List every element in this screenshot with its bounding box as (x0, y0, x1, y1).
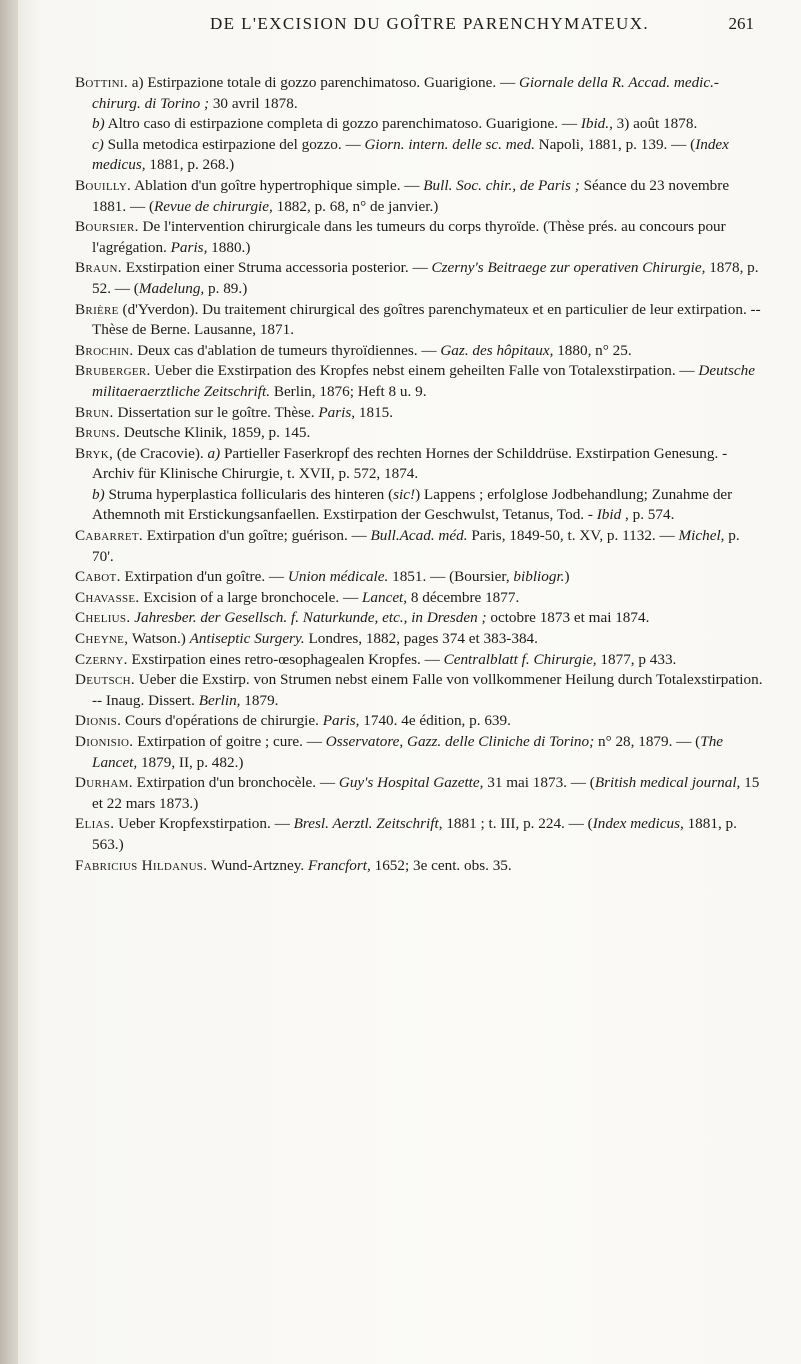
bibliography-entry (75, 732, 765, 773)
citation-text: 1880, n° 25. (553, 341, 632, 359)
citation-text: 1878, p. 52. — ( (92, 259, 759, 297)
entry-author: Chavasse. (75, 588, 140, 606)
citation-italic-text: Bull.Acad. méd. (370, 527, 468, 545)
citation-text: Ueber Kropfexstirpation. — (114, 815, 294, 833)
citation-text: Wund-Artzney. (207, 856, 308, 874)
citation-text: Partieller Faserkropf des rechten Hornes der Schilddrüse. Exstirpation Genesung. - Archiv für Klinische Chirurgie, t. XVII, p. 572, 1874. (92, 444, 728, 483)
citation-text: 1881, p. 268.) (145, 156, 235, 174)
citation-italic-text: Union médicale. (287, 568, 389, 586)
citation-italic-text: b) (92, 115, 105, 133)
citation-text: Extirpation d'un goître. — (120, 568, 288, 586)
citation-text: Excision of a large bronchocele. — (139, 588, 362, 606)
citation-text: 1740. 4e édition, p. 639. (359, 712, 511, 730)
bibliography-entry (75, 341, 765, 362)
citation-text: 1881 ; t. III, p. 224. — ( (442, 815, 593, 833)
citation-italic-text: Osservatore, Gazz. delle Cliniche di Torino; (325, 733, 595, 750)
bibliography-entry (75, 403, 765, 424)
citation-italic-text: b) (92, 485, 105, 503)
page-number: 261 (728, 14, 754, 33)
entry-author: Fabricius Hildanus. (75, 856, 208, 874)
citation-text: 1880.) (207, 238, 251, 256)
citation-italic-text: Giorn. intern. delle sc. med. (364, 135, 535, 153)
citation-text: Cours d'opérations de chirurgie. (121, 712, 323, 730)
entry-author: Bouilly. (75, 176, 132, 194)
bibliography-entry (75, 670, 765, 711)
bibliography-entry (75, 650, 765, 671)
bibliography-entry (75, 526, 765, 567)
citation-text: a) Estirpazione totale di gozzo parenchimatoso. Guarigione. — (127, 74, 519, 91)
citation-text: Berlin, 1876; Heft 8 u. 9. (270, 382, 427, 400)
citation-italic-text: Czerny's Beitraege zur operativen Chirurgie, (431, 259, 706, 277)
citation-italic-text: Lancet, (361, 588, 408, 606)
citation-text: Paris, 1849-50, t. XV, p. 1132. — (467, 527, 679, 545)
citation-text: 30 avril 1878. (209, 94, 298, 112)
citation-text: 3) août 1878. (612, 115, 698, 133)
citation-text: Ablation d'un goître hypertrophique simple. — (131, 176, 424, 194)
citation-text: Extirpation d'un goître; guérison. — (142, 527, 371, 545)
citation-text: 1877, p 433. (596, 650, 677, 668)
entry-author: Bryk, (75, 444, 114, 462)
citation-italic-text: Bresl. Aerztl. Zeitschrift, (293, 815, 443, 833)
running-title: DE L'EXCISION DU GOÎTRE PARENCHYMATEUX. (210, 14, 650, 33)
citation-text: Londres, 1882, pages 374 et 383-384. (304, 630, 538, 648)
bibliography-entry (75, 258, 765, 299)
citation-text: Exstirpation eines retro-œsophagealen Kropfes. — (127, 650, 444, 668)
citation-text: (d'Yverdon). Du traitement chirurgical des goîtres parenchymateux et en particulier de leur extirpation. -- Thèse de Berne. Lausanne, 1871. (92, 300, 761, 339)
citation-italic-text: sic! (393, 485, 416, 503)
citation-italic-text: Index medicus, (92, 135, 729, 174)
citation-italic-text: Ibid (596, 506, 622, 524)
citation-italic-text: Madelung, (138, 279, 205, 297)
citation-italic-text: Ibid., (580, 115, 613, 133)
citation-text: Exstirpation einer Struma accessoria posterior. — (121, 259, 432, 277)
entry-author: Czerny. (75, 650, 128, 668)
citation-text: 1815. (355, 403, 394, 421)
citation-text: p. 70'. (92, 527, 740, 565)
entry-author: Durham. (75, 774, 133, 792)
citation-text: 8 décembre 1877. (407, 588, 520, 606)
citation-text: octobre 1873 et mai 1874. (486, 609, 650, 627)
citation-text: ) Lappens ; erfolglose Jodbehandlung; Zunahme der Athemnoth mit Erstickungsanfaellen. Exstirpation der Geschwulst, Tetanus, Tod. - (92, 485, 733, 524)
citation-text: p. 89.) (204, 279, 248, 297)
citation-italic-text: Giornale della R. Accad. medic.-chirurg. di Torino ; (92, 74, 719, 112)
bibliography-subentry (75, 114, 765, 135)
entry-author: Bottini. (75, 74, 128, 91)
bibliography-entry (75, 629, 765, 650)
citation-italic-text: c) (92, 135, 104, 153)
bibliography-entry (75, 444, 765, 485)
citation-text: Extirpation d'un bronchocèle. — (132, 774, 339, 792)
bibliography-entry (75, 608, 765, 629)
bibliography-entry (75, 711, 765, 732)
bibliography-entry (75, 856, 765, 877)
citation-italic-text: Antiseptic Surgery. (189, 630, 305, 648)
entry-author: Cheyne, (75, 630, 129, 648)
citation-text: 1879. (240, 691, 279, 709)
citation-text: Deux cas d'ablation de tumeurs thyroïdiennes. — (133, 341, 441, 359)
citation-text: (de Cracovie). (113, 444, 208, 462)
bibliography-entry (75, 73, 765, 114)
entry-author: Brun. (75, 403, 114, 421)
page-header (0, 14, 801, 44)
citation-text: Deutsche Klinik, 1859, p. 145. (120, 424, 311, 442)
citation-italic-text: Jahresber. der Gesellsch. f. Naturkunde, etc., in Dresden ; (134, 609, 487, 627)
citation-text: 1652; 3e cent. obs. 35. (370, 856, 512, 874)
citation-text: , p. 574. (621, 506, 675, 524)
citation-text: Napoli, 1881, p. 139. — ( (534, 135, 696, 153)
citation-text: 1881, p. 563.) (92, 815, 737, 853)
bibliography-entry (75, 217, 765, 258)
citation-text: Ueber die Exstirp. von Strumen nebst einem Falle von vollkommener Heilung durch Totalexstirpation. -- Inaug. Dissert. (92, 671, 763, 709)
citation-text: De l'intervention chirurgicale dans les tumeurs du corps thyroïde. (Thèse prés. au concours pour l'agrégation. (92, 218, 726, 256)
entry-author: Chelius. (75, 609, 131, 627)
citation-text: 1879, II, p. 482.) (137, 753, 244, 771)
citation-text: Altro caso di estirpazione completa di gozzo parenchimatoso. Guarigione. — (104, 115, 581, 133)
bibliography-entry (75, 588, 765, 609)
entry-author: Braun. (75, 259, 122, 277)
citation-text: Ueber die Exstirpation des Kropfes nebst einem geheilten Falle von Totalexstirpation. — (150, 362, 699, 380)
citation-text: Dissertation sur le goître. Thèse. (113, 403, 319, 421)
bibliography-entry (75, 567, 765, 588)
citation-italic-text: Bull. Soc. chir., de Paris ; (423, 176, 580, 194)
citation-text: Extirpation of goitre ; cure. — (133, 733, 326, 750)
citation-italic-text: Centralblatt f. Chirurgie, (443, 650, 597, 668)
entry-author: Deutsch. (75, 671, 135, 689)
citation-italic-text: Berlin, (198, 691, 241, 709)
entry-author: Elias. (75, 815, 115, 833)
citation-text: 15 et 22 mars 1873.) (92, 774, 760, 812)
citation-italic-text: a) (207, 444, 221, 462)
entry-author: Dionis. (75, 712, 122, 730)
entry-author: Brière (75, 300, 119, 318)
citation-italic-text: Paris, (318, 403, 356, 421)
bibliography-entry (75, 423, 765, 444)
entry-author: Dionisio. (75, 733, 134, 750)
citation-italic-text: Index medicus, (592, 815, 684, 833)
citation-italic-text: The Lancet, (92, 733, 724, 771)
citation-text: 31 mai 1873. — ( (483, 774, 595, 792)
citation-italic-text: Deutsche militaeraerztliche Zeitschrift. (92, 362, 755, 400)
citation-italic-text: Guy's Hospital Gazette, (338, 774, 484, 792)
citation-text: 1851. — (Boursier, (388, 568, 514, 586)
citation-text: Watson.) (128, 630, 190, 648)
bibliography-entry (75, 176, 765, 217)
citation-text: ) (564, 568, 570, 586)
entry-author: Bruns. (75, 424, 121, 442)
page-spine-shadow (0, 0, 18, 1364)
entry-author: Cabarret. (75, 527, 143, 545)
citation-italic-text: Revue de chirurgie, (154, 197, 273, 215)
entry-author: Bruberger. (75, 362, 151, 380)
citation-italic-text: bibliogr. (513, 568, 565, 586)
citation-text: Séance du 23 novembre 1881. — ( (92, 176, 730, 215)
bibliography-entry (75, 300, 765, 341)
citation-text: 1882, p. 68, n° de janvier.) (272, 197, 439, 215)
citation-italic-text: Paris, (322, 712, 360, 730)
citation-italic-text: Michel, (678, 527, 725, 545)
bibliography-list (75, 73, 765, 876)
citation-text: n° 28, 1879. — ( (594, 733, 701, 750)
bibliography-subentry (75, 135, 765, 176)
bibliography-subentry (75, 485, 765, 526)
bibliography-entry (75, 361, 765, 402)
bibliography-entry (75, 773, 765, 814)
citation-text: Sulla metodica estirpazione del gozzo. — (103, 135, 365, 153)
citation-italic-text: Francfort, (307, 856, 371, 874)
citation-italic-text: British medical journal, (594, 774, 741, 792)
entry-author: Brochin. (75, 341, 134, 359)
bibliography-entry (75, 814, 765, 855)
citation-text: Struma hyperplastica follicularis des hinteren ( (104, 485, 394, 503)
entry-author: Cabot. (75, 568, 121, 586)
citation-italic-text: Gaz. des hôpitaux, (440, 341, 554, 359)
citation-italic-text: Paris, (170, 238, 208, 256)
entry-author: Boursier. (75, 218, 139, 236)
